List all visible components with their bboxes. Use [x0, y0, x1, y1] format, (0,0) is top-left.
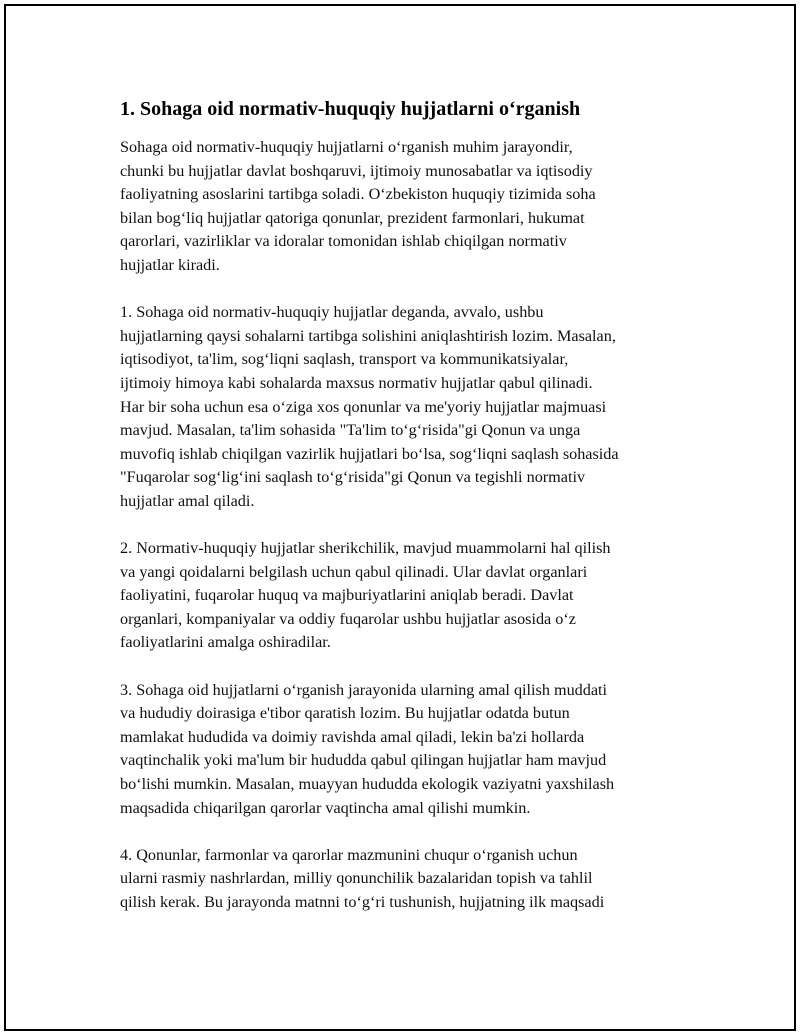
- text-line: bo‘lishi mumkin. Masalan, muayyan hududda ekologik vaziyatni yaxshilash: [120, 775, 615, 794]
- text-line: iqtisodiyot, ta'lim, sog‘liqni saqlash, transport va kommunikatsiyalar,: [120, 350, 569, 369]
- text-line: 1. Sohaga oid normativ-huquqiy hujjatlar deganda, avvalo, ushbu: [120, 303, 544, 322]
- text-line: hujjatlar amal qiladi.: [120, 491, 255, 510]
- text-line: va hududiy doirasiga e'tibor qaratish lozim. Bu hujjatlar odatda butun: [120, 704, 570, 723]
- text-line: muvofiq ishlab chiqilgan vazirlik hujjatlari bo‘lsa, sog‘liqni saqlash sohasida: [120, 444, 619, 463]
- text-line: 2. Normativ-huquqiy hujjatlar sherikchilik, mavjud muammolarni hal qilish: [120, 539, 611, 558]
- text-line: Sohaga oid normativ-huquqiy hujjatlarni o‘rganish muhim jarayondir,: [120, 138, 573, 156]
- text-line: va yangi qoidalarni belgilash uchun qabul qilinadi. Ular davlat organlari: [120, 562, 588, 581]
- document-page: [4, 4, 796, 1031]
- text-line: mavjud. Masalan, ta'lim sohasida "Ta'lim to‘g‘risida"gi Qonun va unga: [120, 421, 581, 440]
- text-line: 3. Sohaga oid hujjatlarni o‘rganish jarayonida ularning amal qilish muddati: [120, 680, 608, 699]
- paragraph-intro: [120, 136, 710, 278]
- paragraph-point-4: [120, 844, 710, 915]
- document-body: [120, 96, 710, 938]
- text-line: Har bir soha uchun esa o‘ziga xos qonunlar va me'yoriy hujjatlar majmuasi: [120, 397, 607, 416]
- paragraph-point-1: [120, 301, 710, 513]
- paragraph-point-2: [120, 537, 710, 655]
- text-line: bilan bog‘liq hujjatlar qatoriga qonunlar, prezident farmonlari, hukumat: [120, 208, 585, 227]
- text-line: organlari, kompaniyalar va oddiy fuqarolar ushbu hujjatlar asosida o‘z: [120, 609, 576, 628]
- text-line: 4. Qonunlar, farmonlar va qarorlar mazmunini chuqur o‘rganish uchun: [120, 845, 578, 864]
- text-line: hujjatlarning qaysi sohalarni tartibga solishini aniqlashtirish lozim. Masalan,: [120, 326, 616, 345]
- text-line: faoliyatlarini amalga oshiradilar.: [120, 633, 331, 652]
- paragraph-point-3: [120, 679, 710, 821]
- text-line: "Fuqarolar sog‘lig‘ini saqlash to‘g‘risida"gi Qonun va tegishli normativ: [120, 468, 586, 487]
- text-line: qilish kerak. Bu jarayonda matnni to‘g‘ri tushunish, hujjatning ilk maqsadi: [120, 893, 605, 911]
- text-line: ularni rasmiy nashrlardan, milliy qonunchilik bazalaridan topish va tahlil: [120, 869, 593, 888]
- text-line: qarorlari, vazirliklar va idoralar tomonidan ishlab chiqilgan normativ: [120, 232, 567, 251]
- text-line: faoliyatini, fuqarolar huquq va majburiyatlarini aniqlab beradi. Davlat: [120, 586, 574, 605]
- text-line: hujjatlar kiradi.: [120, 255, 220, 274]
- text-line: ijtimoiy himoya kabi sohalarda maxsus normativ hujjatlar qabul qilinadi.: [120, 373, 593, 392]
- section-heading: 1. Sohaga oid normativ-huquqiy hujjatlarni o‘rganish: [120, 98, 581, 120]
- text-line: faoliyatning asoslarini tartibga soladi. O‘zbekiston huquqiy tizimida soha: [120, 185, 596, 204]
- text-line: vaqtinchalik yoki ma'lum bir hududda qabul qilingan hujjatlar ham mavjud: [120, 751, 607, 770]
- text-line: maqsadida chiqarilgan qarorlar vaqtincha amal qilishi mumkin.: [120, 798, 531, 817]
- text-line: chunki bu hujjatlar davlat boshqaruvi, ijtimoiy munosabatlar va iqtisodiy: [120, 161, 593, 180]
- text-line: mamlakat hududida va doimiy ravishda amal qiladi, lekin ba'zi hollarda: [120, 727, 585, 746]
